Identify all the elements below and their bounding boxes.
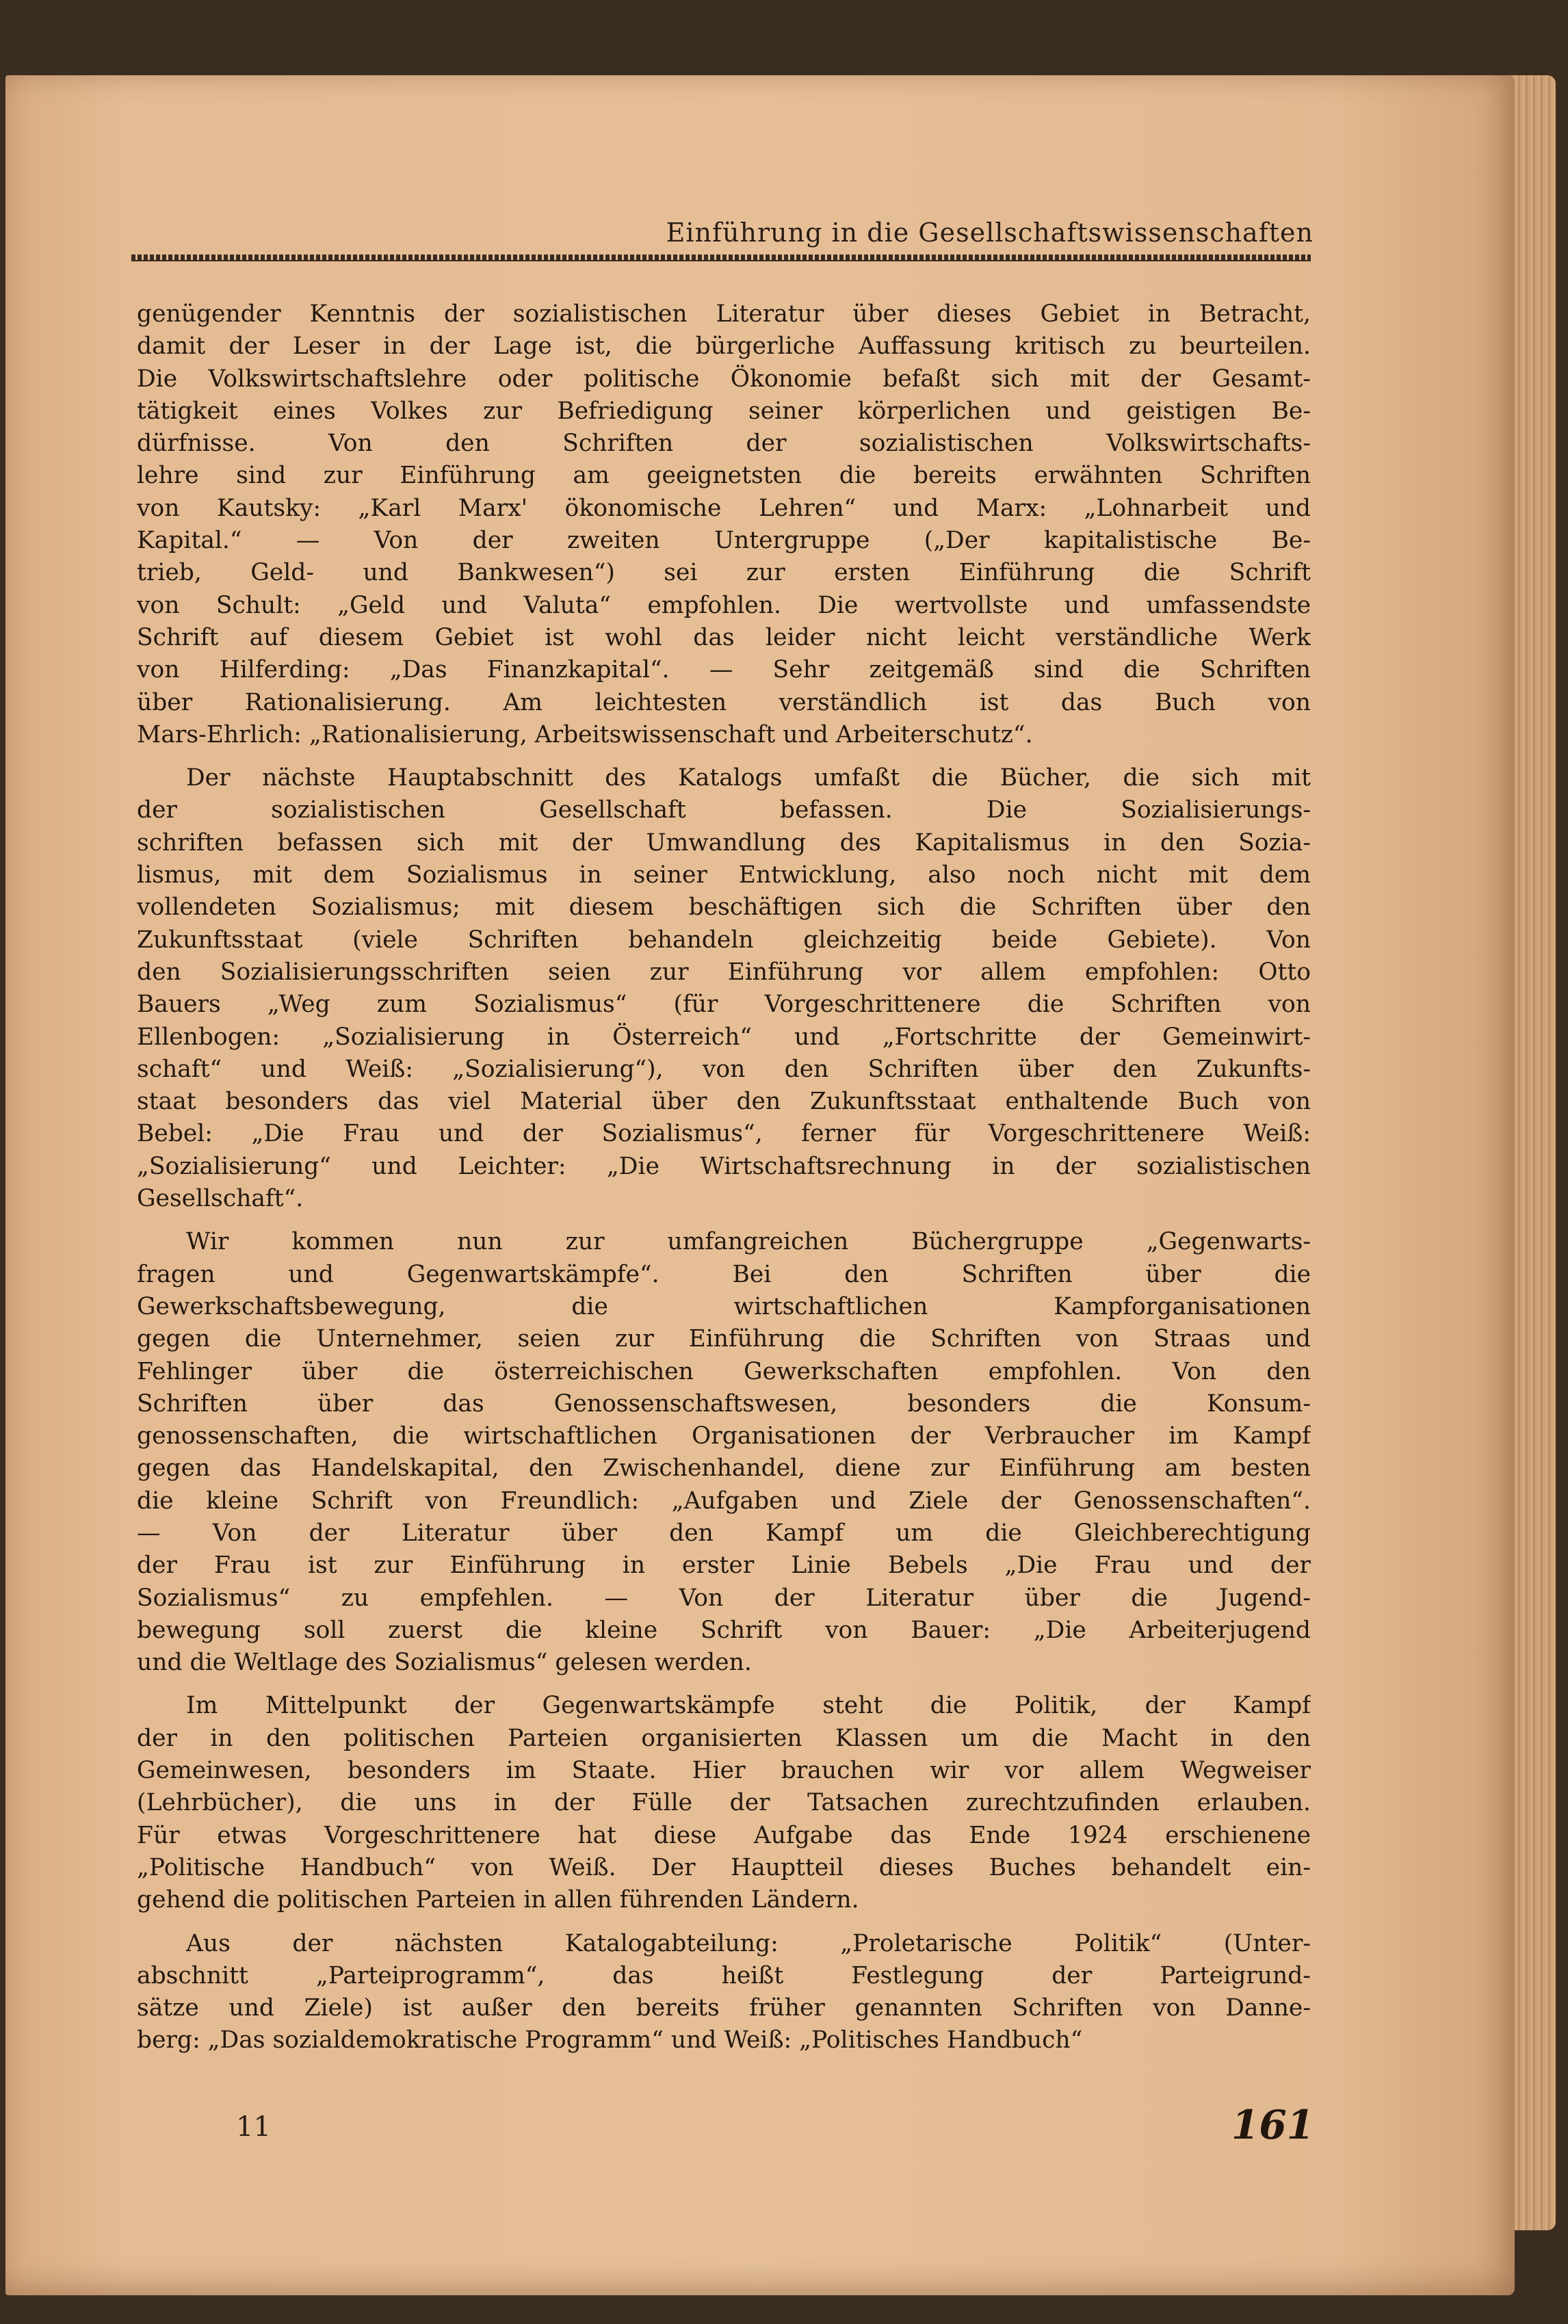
text-line: Aus der nächsten Katalogabteilung: „Proletarische Politik“ (Unter- (186, 1929, 1311, 1957)
text-line: tätigkeit eines Volkes zur Befriedigung seiner körperlichen und geistigen Be- (137, 397, 1311, 425)
paragraph-gap (137, 751, 1311, 762)
text-line: Gesellschaft“. (137, 1185, 304, 1213)
text-line: Schriften über das Genossenschaftswesen, besonders die Konsum- (137, 1389, 1311, 1418)
paragraph-gap (137, 1215, 1311, 1226)
paragraph (137, 298, 1311, 751)
text-line: staat besonders das viel Material über den Zukunftsstaat enthaltende Buch von (137, 1088, 1311, 1116)
text-line: Die Volkswirtschaftslehre oder politische Ökonomie befaßt sich mit der Gesamt- (137, 365, 1311, 393)
text-line: Fehlinger über die österreichischen Gewerkschaften empfohlen. Von den (137, 1357, 1311, 1385)
paragraph-gap (137, 1679, 1311, 1690)
text-line: genossenschaften, die wirtschaftlichen Organisationen der Verbraucher im Kampf (137, 1422, 1311, 1450)
text-line: sätze und Ziele) ist außer den bereits früher genannten Schriften von Danne- (137, 1994, 1311, 2022)
text-line: Der nächste Hauptabschnitt des Katalogs umfaßt die Bücher, die sich mit (186, 764, 1311, 792)
body-text (137, 298, 1311, 2057)
text-line: vollendeten Sozialismus; mit diesem beschäftigen sich die Schriften über den (137, 893, 1311, 922)
text-line: gegen die Unternehmer, seien zur Einführung die Schriften von Straas und (137, 1325, 1311, 1353)
page-number: 161 (1231, 2102, 1315, 2148)
paragraph (137, 1928, 1311, 2057)
text-line: Sozialismus“ zu empfehlen. — Von der Literatur über die Jugend- (137, 1584, 1311, 1612)
text-line: Bebel: „Die Frau und der Sozialismus“, ferner für Vorgeschrittenere Weiß: (137, 1120, 1311, 1148)
text-line: und die Weltlage des Sozialismus“ gelesen werden. (137, 1649, 752, 1677)
text-line: von Kautsky: „Karl Marx' ökonomische Lehren“ und Marx: „Lohnarbeit und (137, 494, 1311, 522)
text-line: (Lehrbücher), die uns in der Fülle der Tatsachen zurechtzufinden erlauben. (137, 1789, 1311, 1817)
text-line: damit der Leser in der Lage ist, die bürgerliche Auffassung kritisch zu beurteilen. (137, 332, 1311, 361)
text-line: von Schult: „Geld und Valuta“ empfohlen. Die wertvollste und umfassendste (137, 591, 1311, 619)
text-line: von Hilferding: „Das Finanzkapital“. — Sehr zeitgemäß sind die Schriften (137, 656, 1311, 684)
text-line: über Rationalisierung. Am leichtesten verständlich ist das Buch von (137, 688, 1311, 716)
text-line: Im Mittelpunkt der Gegenwartskämpfe steht die Politik, der Kampf (186, 1692, 1311, 1720)
text-line: genügender Kenntnis der sozialistischen Literatur über dieses Gebiet in Betracht, (137, 300, 1311, 328)
text-line: Mars-Ehrlich: „Rationalisierung, Arbeitswissenschaft und Arbeiterschutz“. (137, 720, 1033, 748)
text-line: Wir kommen nun zur umfangreichen Büchergruppe „Gegenwarts- (186, 1228, 1311, 1256)
text-line: Gemeinwesen, besonders im Staate. Hier brauchen wir vor allem Wegweiser (137, 1757, 1311, 1785)
text-line: der in den politischen Parteien organisierten Klassen um die Macht in den (137, 1724, 1311, 1752)
text-line: abschnitt „Parteiprogramm“, das heißt Festlegung der Parteigrund- (137, 1961, 1311, 1989)
text-line: fragen und Gegenwartskämpfe“. Bei den Schriften über die (137, 1260, 1311, 1288)
running-head: Einführung in die Gesellschaftswissenschaften (666, 218, 1314, 248)
header-rule (131, 254, 1311, 261)
paragraph (137, 1226, 1311, 1679)
text-line: gehend die politischen Parteien in allen führenden Ländern. (137, 1886, 859, 1914)
text-line: der Frau ist zur Einführung in erster Linie Bebels „Die Frau und der (137, 1552, 1311, 1580)
text-line: bewegung soll zuerst die kleine Schrift von Bauer: „Die Arbeiterjugend (137, 1616, 1311, 1644)
text-line: schaft“ und Weiß: „Sozialisierung“), von den Schriften über den Zukunfts- (137, 1055, 1311, 1083)
text-line: Ellenbogen: „Sozialisierung in Österreich“ und „Fortschritte der Gemeinwirt- (137, 1023, 1311, 1051)
text-line: trieb, Geld- und Bankwesen“) sei zur ersten Einführung die Schrift (137, 559, 1311, 587)
paragraph (137, 762, 1311, 1215)
text-line: „Politische Handbuch“ von Weiß. Der Hauptteil dieses Buches behandelt ein- (137, 1853, 1311, 1881)
text-line: dürfnisse. Von den Schriften der sozialistischen Volkswirtschafts- (137, 430, 1311, 458)
text-line: „Sozialisierung“ und Leichter: „Die Wirtschaftsrechnung in der sozialistischen (137, 1152, 1311, 1180)
paragraph-gap (137, 1917, 1311, 1928)
text-line: — Von der Literatur über den Kampf um die Gleichberechtigung (137, 1519, 1311, 1547)
text-line: Gewerkschaftsbewegung, die wirtschaftlichen Kampforganisationen (137, 1292, 1311, 1320)
text-line: berg: „Das sozialdemokratische Programm“ und Weiß: „Politisches Handbuch“ (137, 2026, 1083, 2054)
text-line: der sozialistischen Gesellschaft befassen. Die Sozialisierungs- (137, 796, 1311, 824)
text-line: Bauers „Weg zum Sozialismus“ (für Vorgeschrittenere die Schriften von (137, 991, 1311, 1019)
text-line: gegen das Handelskapital, den Zwischenhandel, diene zur Einführung am besten (137, 1454, 1311, 1483)
text-line: Kapital.“ — Von der zweiten Untergruppe („Der kapitalistische Be- (137, 527, 1311, 555)
text-line: Zukunftsstaat (viele Schriften behandeln gleichzeitig beide Gebiete). Von (137, 926, 1311, 954)
text-line: schriften befassen sich mit der Umwandlung des Kapitalismus in den Sozia- (137, 828, 1311, 857)
text-line: den Sozialisierungsschriften seien zur Einführung vor allem empfohlen: Otto (137, 958, 1311, 986)
text-line: Schrift auf diesem Gebiet ist wohl das leider nicht leicht verständliche Werk (137, 623, 1311, 651)
text-line: die kleine Schrift von Freundlich: „Aufgaben und Ziele der Genossenschaften“. (137, 1487, 1311, 1515)
signature-mark: 11 (236, 2111, 271, 2143)
text-line: lehre sind zur Einführung am geeignetsten die bereits erwähnten Schriften (137, 462, 1311, 490)
paragraph (137, 1690, 1311, 1916)
text-line: lismus, mit dem Sozialismus in seiner Entwicklung, also noch nicht mit dem (137, 861, 1311, 889)
text-line: Für etwas Vorgeschrittenere hat diese Aufgabe das Ende 1924 erschienene (137, 1821, 1311, 1849)
